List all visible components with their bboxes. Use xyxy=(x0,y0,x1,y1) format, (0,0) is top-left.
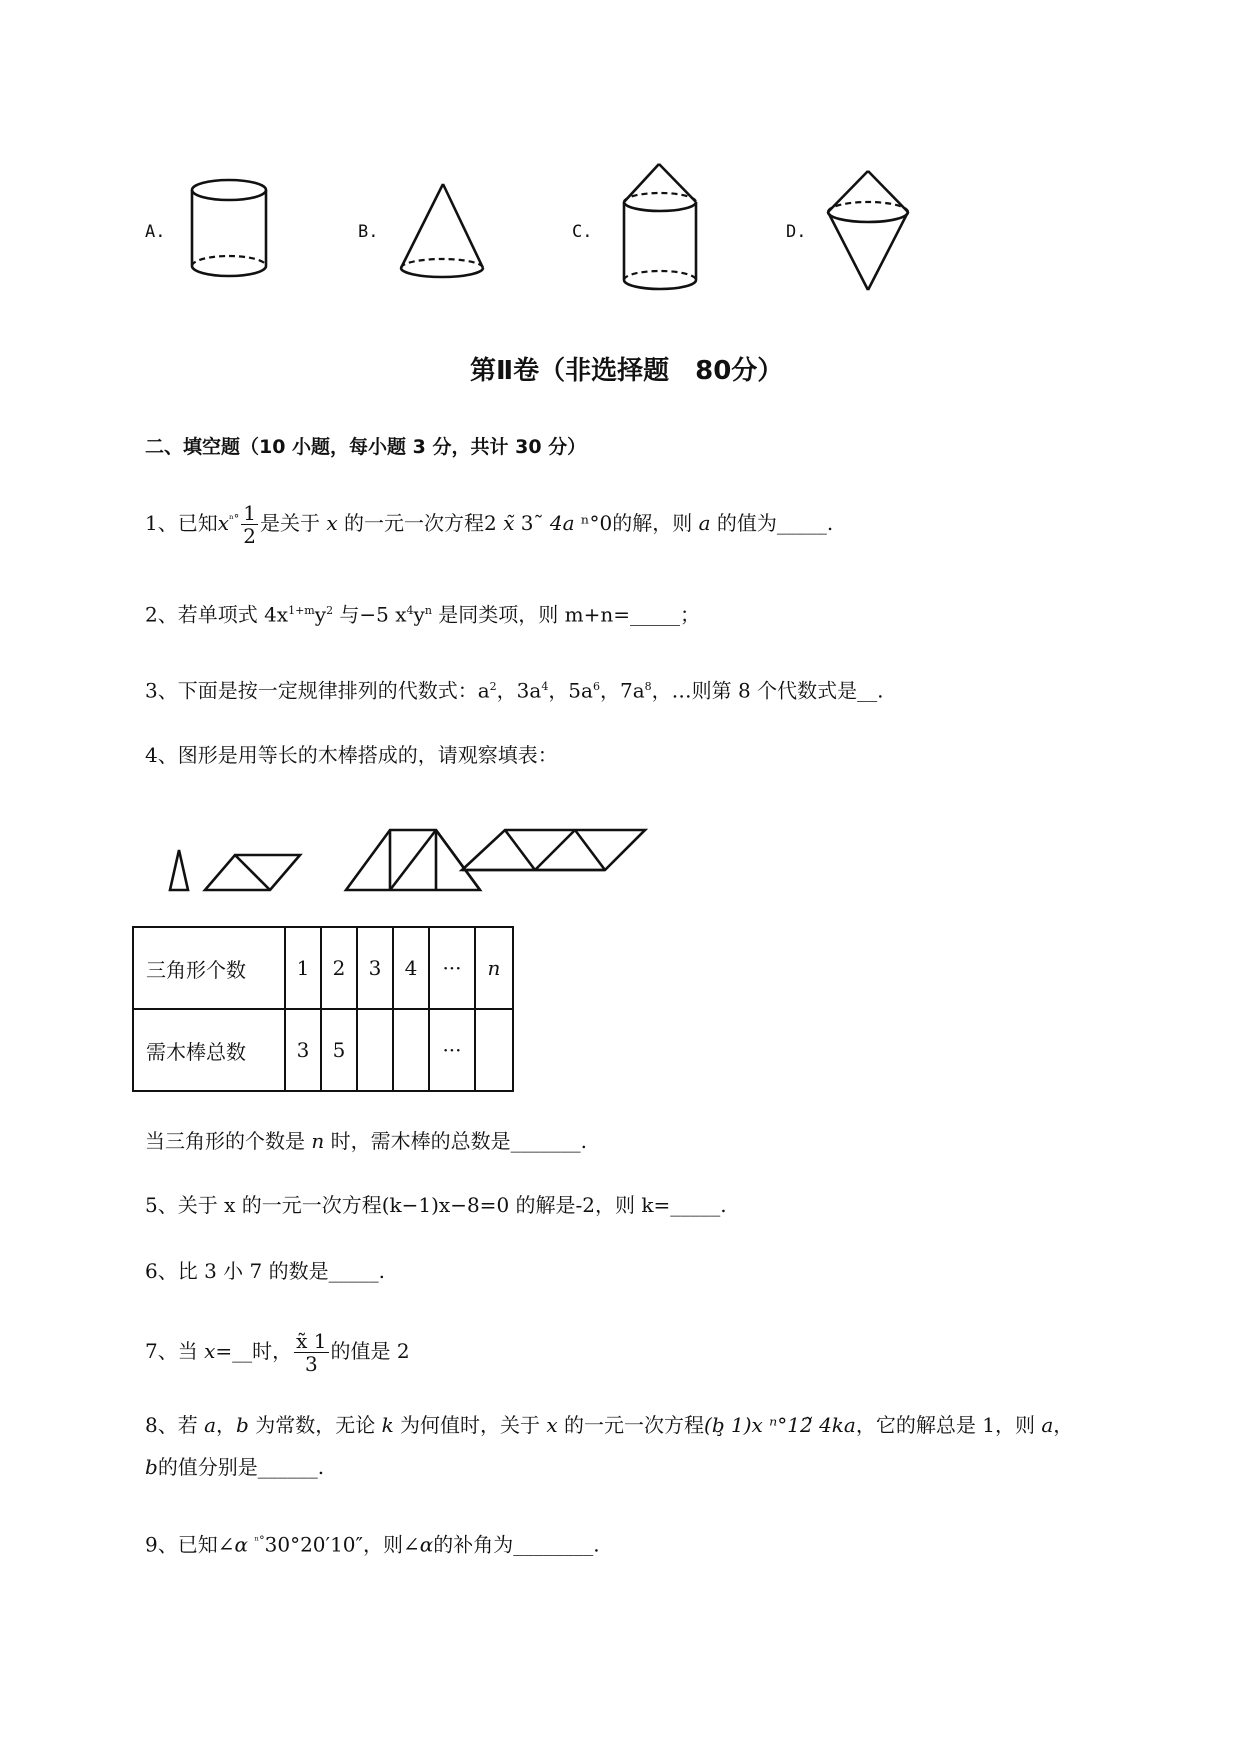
table-cell: 3 xyxy=(357,927,393,1009)
table-row xyxy=(133,1009,513,1091)
fraction-one-half: $\frac{1}{2}$ xyxy=(243,501,257,548)
question-9: 9、已知∠α $^{^n^\circ}$30°20′10″，则∠α的补角为________. xyxy=(145,1532,600,1557)
fraction-x-plus-1-over-3: $\frac{x̃ 1}{3}$ xyxy=(296,1329,327,1376)
option-a-label: A. xyxy=(145,222,166,242)
matchstick-table xyxy=(132,926,514,1092)
option-b-label: B. xyxy=(358,222,379,242)
question-1: 1、已知$x^{^n^\circ}$ $\frac{1}{2}$ 是关于 x 的一元一次方程2 x̃ 3˜ 4a ⁿ°0的解，则 a 的值为_____. xyxy=(145,501,834,548)
question-3: 3、下面是按一定规律排列的代数式：$a^2$，$3a^4$，$5a^6$，$7a^8$，…则第 8 个代数式是__. xyxy=(145,678,884,703)
table-cell: 3 xyxy=(285,1009,321,1091)
part-title: 第Ⅱ卷（非选择题 80分） xyxy=(470,356,784,386)
table-cell: 4 xyxy=(393,927,429,1009)
question-8-line-2: b的值分别是______. xyxy=(145,1455,325,1479)
question-7: 7、当 x=__时， $\frac{x̃ 1}{3}$ 的值是 2 xyxy=(145,1329,410,1376)
double-cone-figure xyxy=(822,166,916,296)
question-4: 4、图形是用等长的木棒搭成的，请观察填表： xyxy=(145,743,558,767)
cylinder-figure xyxy=(186,174,272,284)
option-d-label: D. xyxy=(786,222,807,242)
table-cell: 5 xyxy=(321,1009,357,1091)
table-row xyxy=(133,927,513,1009)
option-c-label: C. xyxy=(572,222,593,242)
section-heading: 二、填空题（10 小题，每小题 3 分，共计 30 分） xyxy=(145,436,587,458)
cone-on-cylinder-figure xyxy=(616,160,706,296)
question-8-line-1: 8、若 a，b 为常数，无论 k 为何值时，关于 x 的一元一次方程(b̧ 1)x ⁿ°12̃ 4ka，它的解总是 1，则 a， xyxy=(145,1413,1074,1437)
cone-figure xyxy=(396,180,492,284)
table-cell: 需木棒总数 xyxy=(133,1009,285,1091)
question-5: 5、关于 x 的一元一次方程(k−1)x−8=0 的解是-2，则 k=_____. xyxy=(145,1193,727,1217)
table-cell: ··· xyxy=(429,927,475,1009)
question-4-followup: 当三角形的个数是 n 时，需木棒的总数是_______. xyxy=(145,1129,587,1153)
table-cell xyxy=(475,1009,513,1091)
table-cell xyxy=(393,1009,429,1091)
table-cell: n xyxy=(475,927,513,1009)
table-cell: 三角形个数 xyxy=(133,927,285,1009)
table-cell: 1 xyxy=(285,927,321,1009)
table-cell: 2 xyxy=(321,927,357,1009)
question-2: 2、若单项式 $4x^{1+m}y^2$ 与−5 $x^4y^n$ 是同类项，则 m+n=_____； xyxy=(145,602,701,627)
matchstick-triangles-figure xyxy=(150,820,660,900)
table-cell xyxy=(357,1009,393,1091)
question-6: 6、比 3 小 7 的数是_____. xyxy=(145,1259,385,1283)
table-cell: ··· xyxy=(429,1009,475,1091)
